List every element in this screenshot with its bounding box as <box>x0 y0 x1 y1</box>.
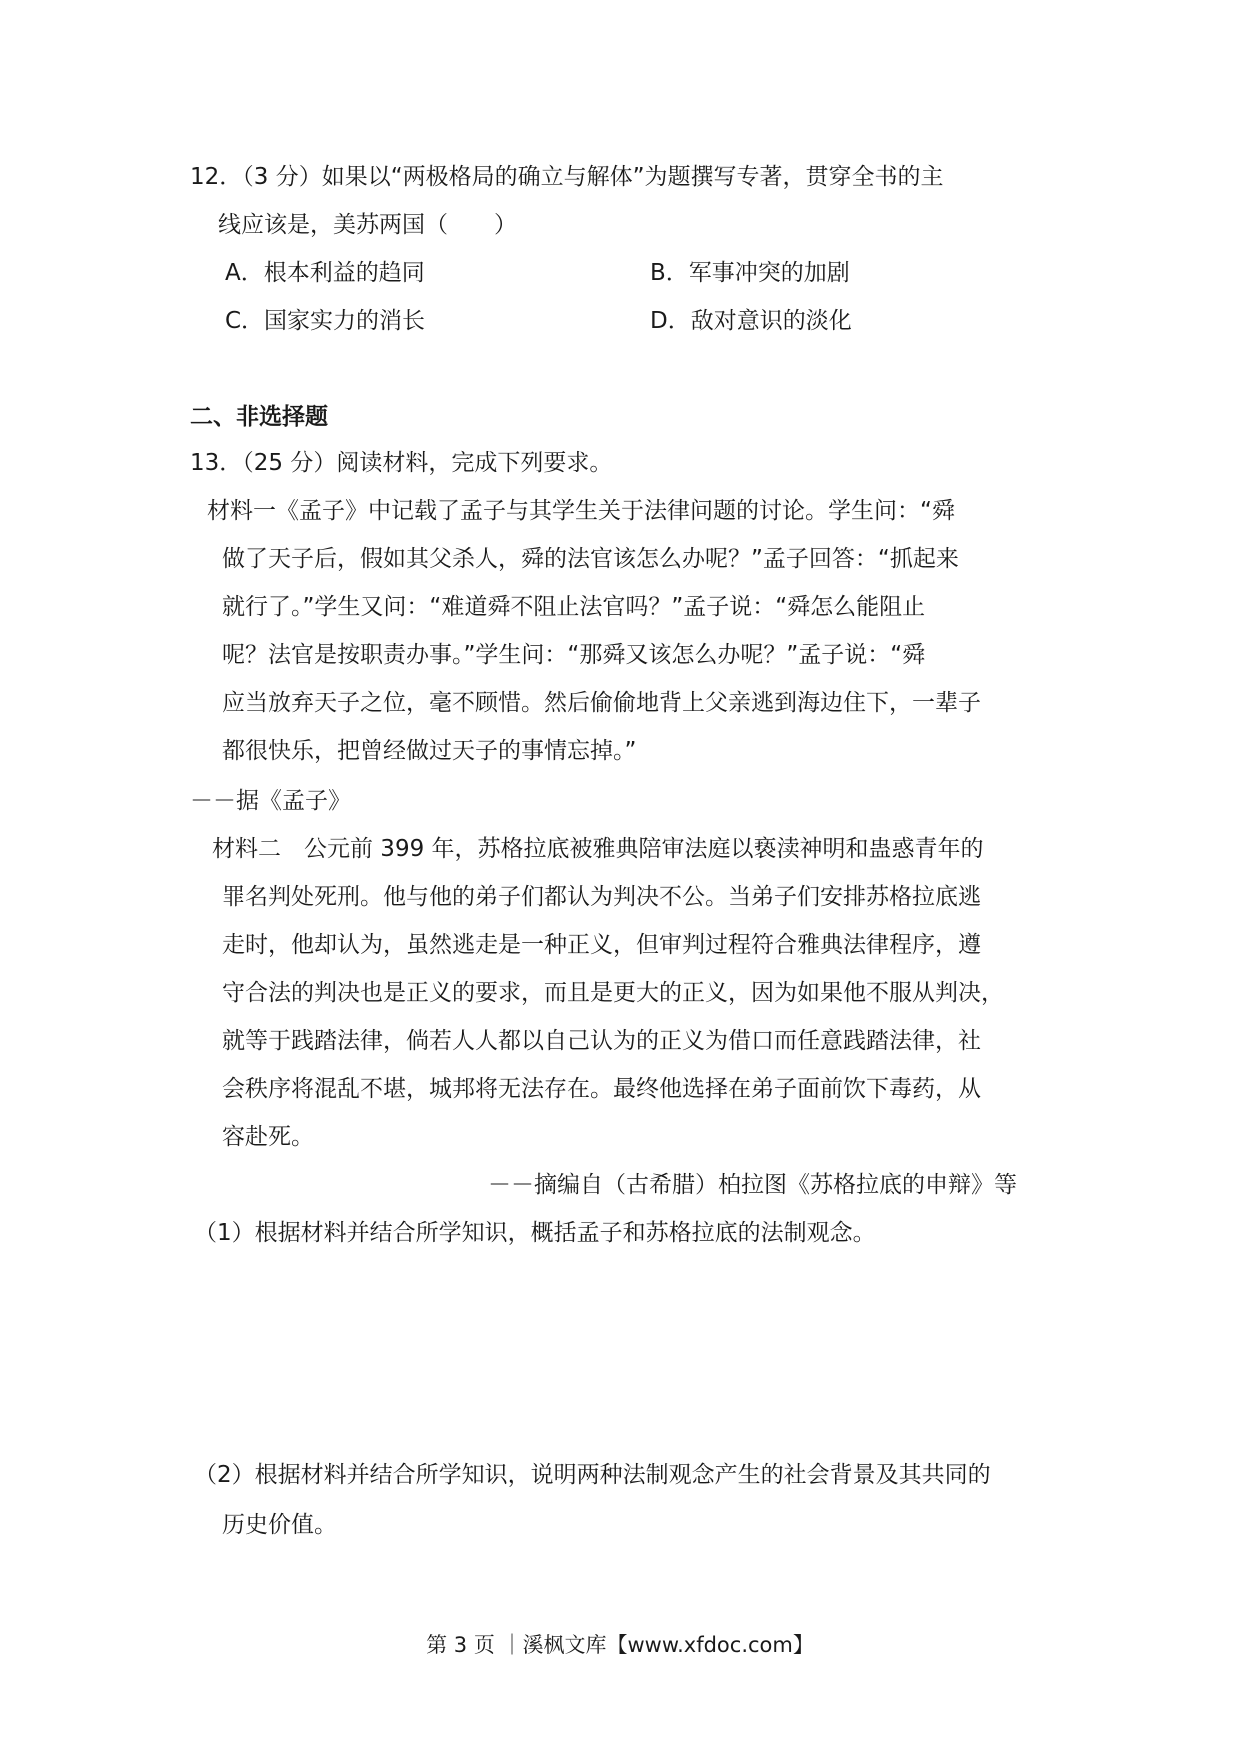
q13-subquestion-2-line-1: （2）根据材料并结合所学知识，说明两种法制观念产生的社会背景及其共同的 <box>194 1462 991 1488</box>
q13-subquestion-2-line-2: 历史价值。 <box>222 1512 337 1538</box>
material-2-line: 守合法的判决也是正义的要求，而且是更大的正义，因为如果他不服从判决， <box>222 980 1004 1006</box>
material-2-line: 走时，他却认为，虽然逃走是一种正义，但审判过程符合雅典法律程序，遵 <box>222 932 981 958</box>
material-2-line: 会秩序将混乱不堪，城邦将无法存在。最终他选择在弟子面前饮下毒药，从 <box>222 1076 981 1102</box>
q12-option-b: B．军事冲突的加剧 <box>650 260 850 286</box>
page-footer: 第 3 页 ｜溪枫文库【www.xfdoc.com】 <box>426 1633 814 1657</box>
material-1-source: －－据《孟子》 <box>190 788 351 814</box>
material-1-line: 做了天子后，假如其父杀人，舜的法官该怎么办呢？”孟子回答：“抓起来 <box>222 546 959 572</box>
material-1-line: 就行了。”学生又问：“难道舜不阻止法官吗？”孟子说：“舜怎么能阻止 <box>222 594 926 620</box>
material-2-line: 就等于践踏法律，倘若人人都以自己认为的正义为借口而任意践踏法律，社 <box>222 1028 981 1054</box>
material-1-line: 都很快乐，把曾经做过天子的事情忘掉。” <box>222 738 637 764</box>
q13-intro: 13．（25 分）阅读材料，完成下列要求。 <box>190 450 613 476</box>
material-1-line: 呢？法官是按职责办事。”学生问：“那舜又该怎么办呢？”孟子说：“舜 <box>222 642 926 668</box>
q12-option-c: C．国家实力的消长 <box>225 308 426 334</box>
material-2-source: －－摘编自（古希腊）柏拉图《苏格拉底的申辩》等 <box>488 1172 1017 1198</box>
section-heading: 二、非选择题 <box>190 404 328 430</box>
q13-subquestion-1: （1）根据材料并结合所学知识，概括孟子和苏格拉底的法制观念。 <box>194 1220 876 1246</box>
q12-option-d: D．敌对意识的淡化 <box>650 308 852 334</box>
q12-stem-line-2: 线应该是，美苏两国（ ） <box>218 212 517 238</box>
material-2-line: 材料二 公元前 399 年，苏格拉底被雅典陪审法庭以亵渎神明和蛊惑青年的 <box>212 836 984 862</box>
material-2-line: 罪名判处死刑。他与他的弟子们都认为判决不公。当弟子们安排苏格拉底逃 <box>222 884 981 910</box>
material-1-line: 材料一《孟子》中记载了孟子与其学生关于法律问题的讨论。学生问：“舜 <box>207 498 955 524</box>
material-2-line: 容赴死。 <box>222 1124 314 1150</box>
material-1-line: 应当放弃天子之位，毫不顾惜。然后偷偷地背上父亲逃到海边住下，一辈子 <box>222 690 981 716</box>
q12-stem-line-1: 12．（3 分）如果以“两极格局的确立与解体”为题撰写专著，贯穿全书的主 <box>190 164 944 190</box>
q12-option-a: A．根本利益的趋同 <box>225 260 425 286</box>
